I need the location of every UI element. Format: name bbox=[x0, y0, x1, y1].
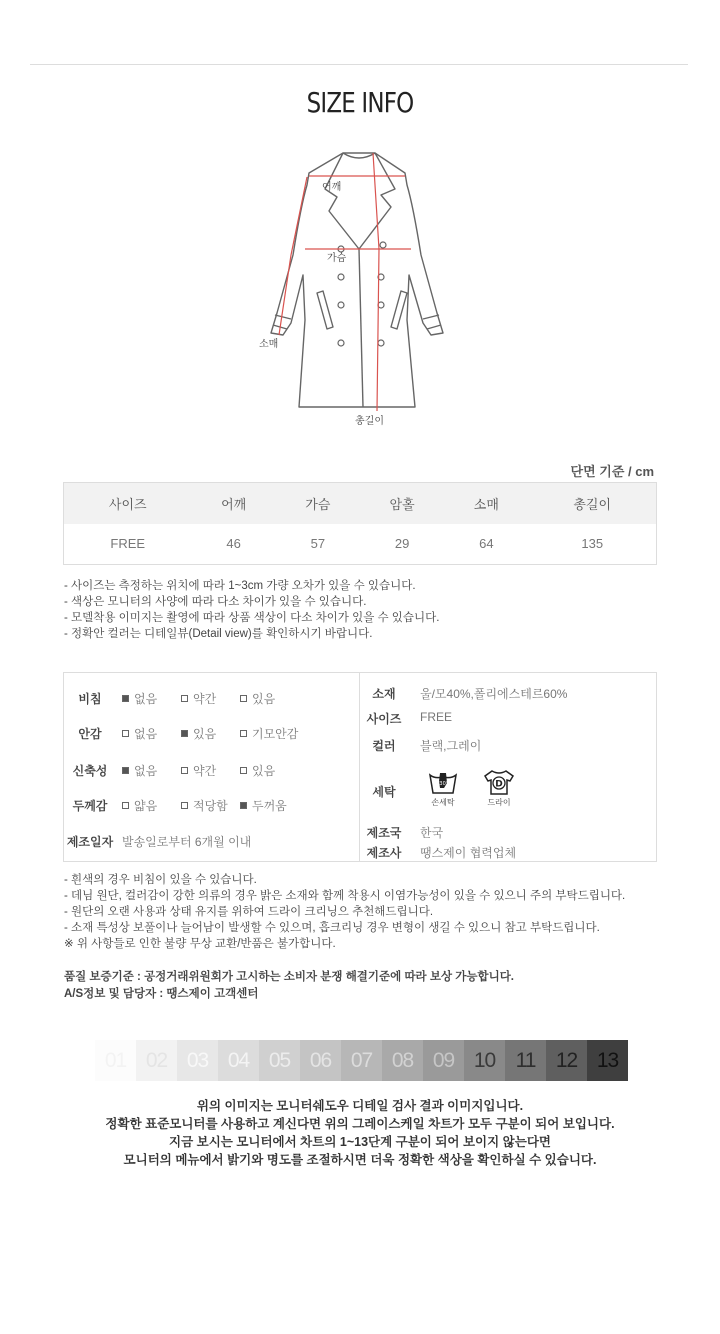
monitor-line: 정확한 표준모니터를 사용하고 계신다면 위의 그레이스케일 차트가 모두 구분이 되어 보입니다. bbox=[105, 1117, 615, 1131]
attr-option: 얇음 bbox=[122, 797, 157, 814]
coat-outline bbox=[271, 153, 443, 407]
attr-row-lining bbox=[64, 725, 359, 745]
hand-wash-tag: 약30℃ bbox=[434, 781, 452, 787]
size-table bbox=[63, 482, 657, 565]
size-header-cell: 가슴 bbox=[276, 483, 360, 524]
monitor-line: 모니터의 메뉴에서 밝기와 명도를 조절하시면 더욱 정확한 색상을 확인하실 수 있습니다. bbox=[123, 1153, 597, 1167]
dry-clean-tag: D bbox=[495, 779, 503, 790]
note-line: - 원단의 오랜 사용과 상태 유지를 위하여 드라이 크리닝으 추천해드립니다. bbox=[64, 906, 434, 918]
product-info-box bbox=[63, 672, 657, 862]
size-header-cell: 암홀 bbox=[360, 483, 444, 524]
grayscale-swatch: 01 bbox=[95, 1040, 136, 1081]
attr-option: 있음 bbox=[240, 690, 275, 707]
attr-option: 약간 bbox=[181, 690, 216, 707]
coat-lapel-left bbox=[325, 153, 359, 249]
checkbox-checked-icon bbox=[122, 767, 129, 774]
product-spec bbox=[360, 673, 656, 861]
note-line: - 사이즈는 측정하는 위치에 따라 1~3cm 가량 오차가 있을 수 있습니다. bbox=[64, 580, 416, 592]
attr-option: 있음 bbox=[181, 725, 216, 742]
maker-value: 땡스제이 협력업체 bbox=[420, 846, 517, 860]
dry-clean-label: 드라이 bbox=[487, 798, 511, 807]
attr-label: 신축성 bbox=[72, 764, 108, 778]
spec-label: 컬러 bbox=[372, 739, 396, 753]
note-line: - 정확안 컬러는 디테일뷰(Detail view)를 확인하시기 바랍니다. bbox=[64, 628, 373, 640]
attr-row-thickness bbox=[64, 797, 359, 817]
checkbox-empty-icon bbox=[181, 767, 188, 774]
attr-label: 비침 bbox=[78, 692, 102, 706]
dry-clean-icon bbox=[483, 769, 515, 797]
hand-wash-icon bbox=[428, 769, 458, 797]
checkbox-empty-icon bbox=[122, 802, 129, 809]
coat-diagram bbox=[255, 145, 465, 430]
top-divider bbox=[30, 64, 688, 65]
grayscale-swatch: 09 bbox=[423, 1040, 464, 1081]
size-table-header bbox=[64, 483, 657, 524]
spec-label: 소재 bbox=[372, 687, 396, 701]
dry-clean-symbol bbox=[480, 769, 518, 808]
hand-wash-label: 손세탁 bbox=[431, 798, 455, 807]
note-line: ※ 위 사항들로 인한 불량 무상 교환/반품은 불가합니다. bbox=[64, 938, 336, 950]
note-line: - 색상은 모니터의 사양에 따라 다소 차이가 있을 수 있습니다. bbox=[64, 596, 367, 608]
spec-label: 제조사 bbox=[366, 846, 402, 860]
note-line: - 흰색의 경우 비침이 있을 수 있습니다. bbox=[64, 874, 257, 886]
attr-option: 없음 bbox=[122, 725, 157, 742]
chest-label: 가슴 bbox=[327, 253, 347, 264]
size-notes bbox=[64, 578, 439, 642]
manufacture-date-row bbox=[64, 833, 359, 853]
checkbox-empty-icon bbox=[181, 695, 188, 702]
fabric-attributes bbox=[64, 673, 360, 861]
guarantee-line: A/S정보 및 담당자 : 땡스제이 고객센터 bbox=[64, 988, 259, 1000]
size-cell: 57 bbox=[310, 536, 326, 552]
origin-value: 한국 bbox=[420, 826, 444, 840]
attr-option: 없음 bbox=[122, 690, 157, 707]
monitor-notes bbox=[0, 1097, 720, 1169]
spec-label: 제조국 bbox=[366, 826, 402, 840]
attr-option: 두꺼움 bbox=[240, 797, 287, 814]
shoulder-label: 어깨 bbox=[322, 182, 342, 193]
checkbox-checked-icon bbox=[181, 730, 188, 737]
checkbox-empty-icon bbox=[181, 802, 188, 809]
size-cell: 64 bbox=[479, 536, 494, 552]
grayscale-swatch: 13 bbox=[587, 1040, 628, 1081]
attr-option: 있음 bbox=[240, 762, 275, 779]
guarantee-line: 품질 보증기준 : 공정거래위원회가 고시하는 소비자 분쟁 해결기준에 따라 보상 가능합니다. bbox=[64, 971, 515, 983]
checkbox-empty-icon bbox=[240, 730, 247, 737]
size-cell: 135 bbox=[581, 536, 604, 552]
grayscale-swatch: 03 bbox=[177, 1040, 218, 1081]
attr-label: 안감 bbox=[78, 727, 102, 741]
attr-option: 없음 bbox=[122, 762, 157, 779]
grayscale-swatch: 10 bbox=[464, 1040, 505, 1081]
note-line: - 데님 원단, 컬러감이 강한 의류의 경우 밝은 소재와 함께 착용시 이염가능성이 있을 수 있으니 주의 부탁드립니다. bbox=[64, 890, 626, 902]
note-line: - 소재 특성상 보풀이나 늘어남이 발생할 수 있으며, 흡크리닝 경우 변형이 생길 수 있으니 참고 부탁드립니다. bbox=[64, 922, 600, 934]
grayscale-swatch: 11 bbox=[505, 1040, 546, 1081]
note-line: - 모델착용 이미지는 촬영에 따라 상품 색상이 다소 차이가 있을 수 있습니다. bbox=[64, 612, 440, 624]
checkbox-empty-icon bbox=[240, 767, 247, 774]
coat-front-edge bbox=[359, 249, 363, 407]
grayscale-swatch: 08 bbox=[382, 1040, 423, 1081]
spec-label: 세탁 bbox=[372, 785, 396, 799]
care-notes bbox=[64, 872, 625, 952]
coat-collar bbox=[343, 153, 375, 158]
attr-label: 두께감 bbox=[72, 799, 108, 813]
attr-row-sheerness bbox=[64, 690, 359, 710]
attr-option: 적당함 bbox=[181, 797, 228, 814]
attr-option: 기모안감 bbox=[240, 725, 298, 742]
length-label: 총길이 bbox=[355, 416, 384, 427]
page-title: SIZE INFO bbox=[306, 86, 414, 119]
table-row bbox=[64, 524, 657, 565]
grayscale-swatch: 05 bbox=[259, 1040, 300, 1081]
manufacture-date-value: 발송일로부터 6개월 이내 bbox=[122, 835, 252, 849]
size-spec-value: FREE bbox=[420, 710, 453, 724]
size-cell: 29 bbox=[394, 536, 410, 552]
size-cell: 46 bbox=[226, 536, 241, 552]
attr-option: 약간 bbox=[181, 762, 216, 779]
coat-pocket-right bbox=[391, 291, 407, 329]
color-value: 블랙,그레이 bbox=[420, 739, 482, 753]
size-header-cell: 소매 bbox=[444, 483, 528, 524]
grayscale-swatch: 12 bbox=[546, 1040, 587, 1081]
size-header-cell: 사이즈 bbox=[64, 483, 192, 524]
checkbox-checked-icon bbox=[240, 802, 247, 809]
size-header-cell: 총길이 bbox=[528, 483, 656, 524]
hand-wash-symbol bbox=[424, 769, 462, 808]
monitor-line: 지금 보시는 모니터에서 차트의 1~13단계 구분이 되어 보이지 않는다면 bbox=[169, 1135, 551, 1149]
grayscale-swatch: 04 bbox=[218, 1040, 259, 1081]
monitor-line: 위의 이미지는 모니터쉐도우 디테일 검사 결과 이미지입니다. bbox=[196, 1099, 524, 1113]
grayscale-swatch: 06 bbox=[300, 1040, 341, 1081]
sleeve-label: 소매 bbox=[259, 339, 279, 350]
coat-pocket-left bbox=[317, 291, 333, 329]
unit-label: 단면 기준 / cm bbox=[570, 464, 654, 479]
length-measure-line bbox=[373, 153, 379, 411]
attr-row-stretch bbox=[64, 762, 359, 782]
checkbox-empty-icon bbox=[240, 695, 247, 702]
quality-guarantee bbox=[64, 969, 514, 1003]
grayscale-chart bbox=[95, 1040, 628, 1081]
attr-label: 제조일자 bbox=[66, 835, 114, 849]
size-header-cell: 어깨 bbox=[192, 483, 276, 524]
checkbox-empty-icon bbox=[122, 730, 129, 737]
material-value: 울/모40%,폴리에스테르60% bbox=[420, 687, 568, 701]
grayscale-swatch: 07 bbox=[341, 1040, 382, 1081]
grayscale-swatch: 02 bbox=[136, 1040, 177, 1081]
size-cell: FREE bbox=[110, 536, 146, 552]
checkbox-checked-icon bbox=[122, 695, 129, 702]
coat-lapel-right bbox=[359, 153, 395, 249]
spec-label: 사이즈 bbox=[366, 712, 402, 726]
